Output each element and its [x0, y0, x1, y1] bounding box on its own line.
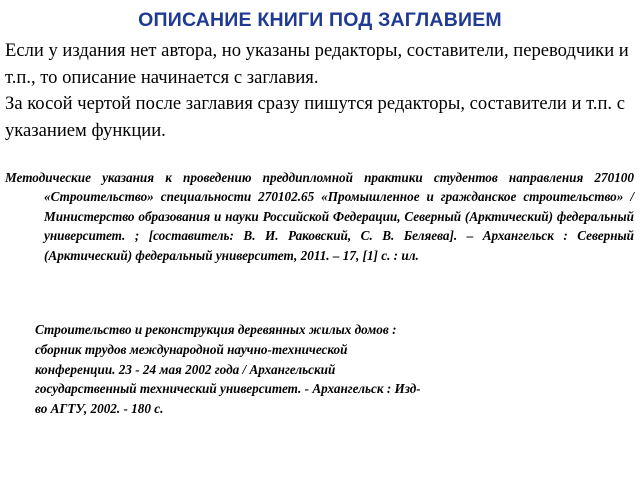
example-citation-2-line: во АГТУ, 2002. - 180 с.: [35, 401, 164, 417]
page-title: ОПИСАНИЕ КНИГИ ПОД ЗАГЛАВИЕМ: [138, 9, 502, 31]
intro-paragraph-2: За косой чертой после заглавия сразу пишутся редакторы, составители и т.п. с указанием функции.: [5, 93, 625, 141]
example-citation-1: Методические указания к проведению преддипломной практики студентов направления 270100 «Строительство» специальности 270102.65 «Промышленное и гражданское строительство» / Министерство образования и науки Российской Федерации, Северный (Арктический) федеральный университет. ; [составитель: В. И. Раковский, С. В. Беляева]. – Архангельск : Северный (Арктический) федеральный университет, 2011. – 17, [1] с. : ил.: [5, 170, 634, 263]
example-citation-2: [35, 320, 535, 419]
example-citation-2-line: конференции. 23 - 24 мая 2002 года / Архангельский: [35, 361, 336, 377]
example-citation-2-line: сборник трудов международной научно-технической: [35, 341, 348, 357]
example-citation-2-line: Строительство и реконструкция деревянных жилых домов :: [35, 322, 397, 337]
intro-text: [5, 38, 635, 144]
example-citation-2-line: государственный технический университет. - Архангельск : Изд-: [35, 381, 421, 397]
intro-paragraph-1: Если у издания нет автора, но указаны редакторы, составители, переводчики и т.п., то описание начинается с заглавия.: [5, 40, 629, 88]
